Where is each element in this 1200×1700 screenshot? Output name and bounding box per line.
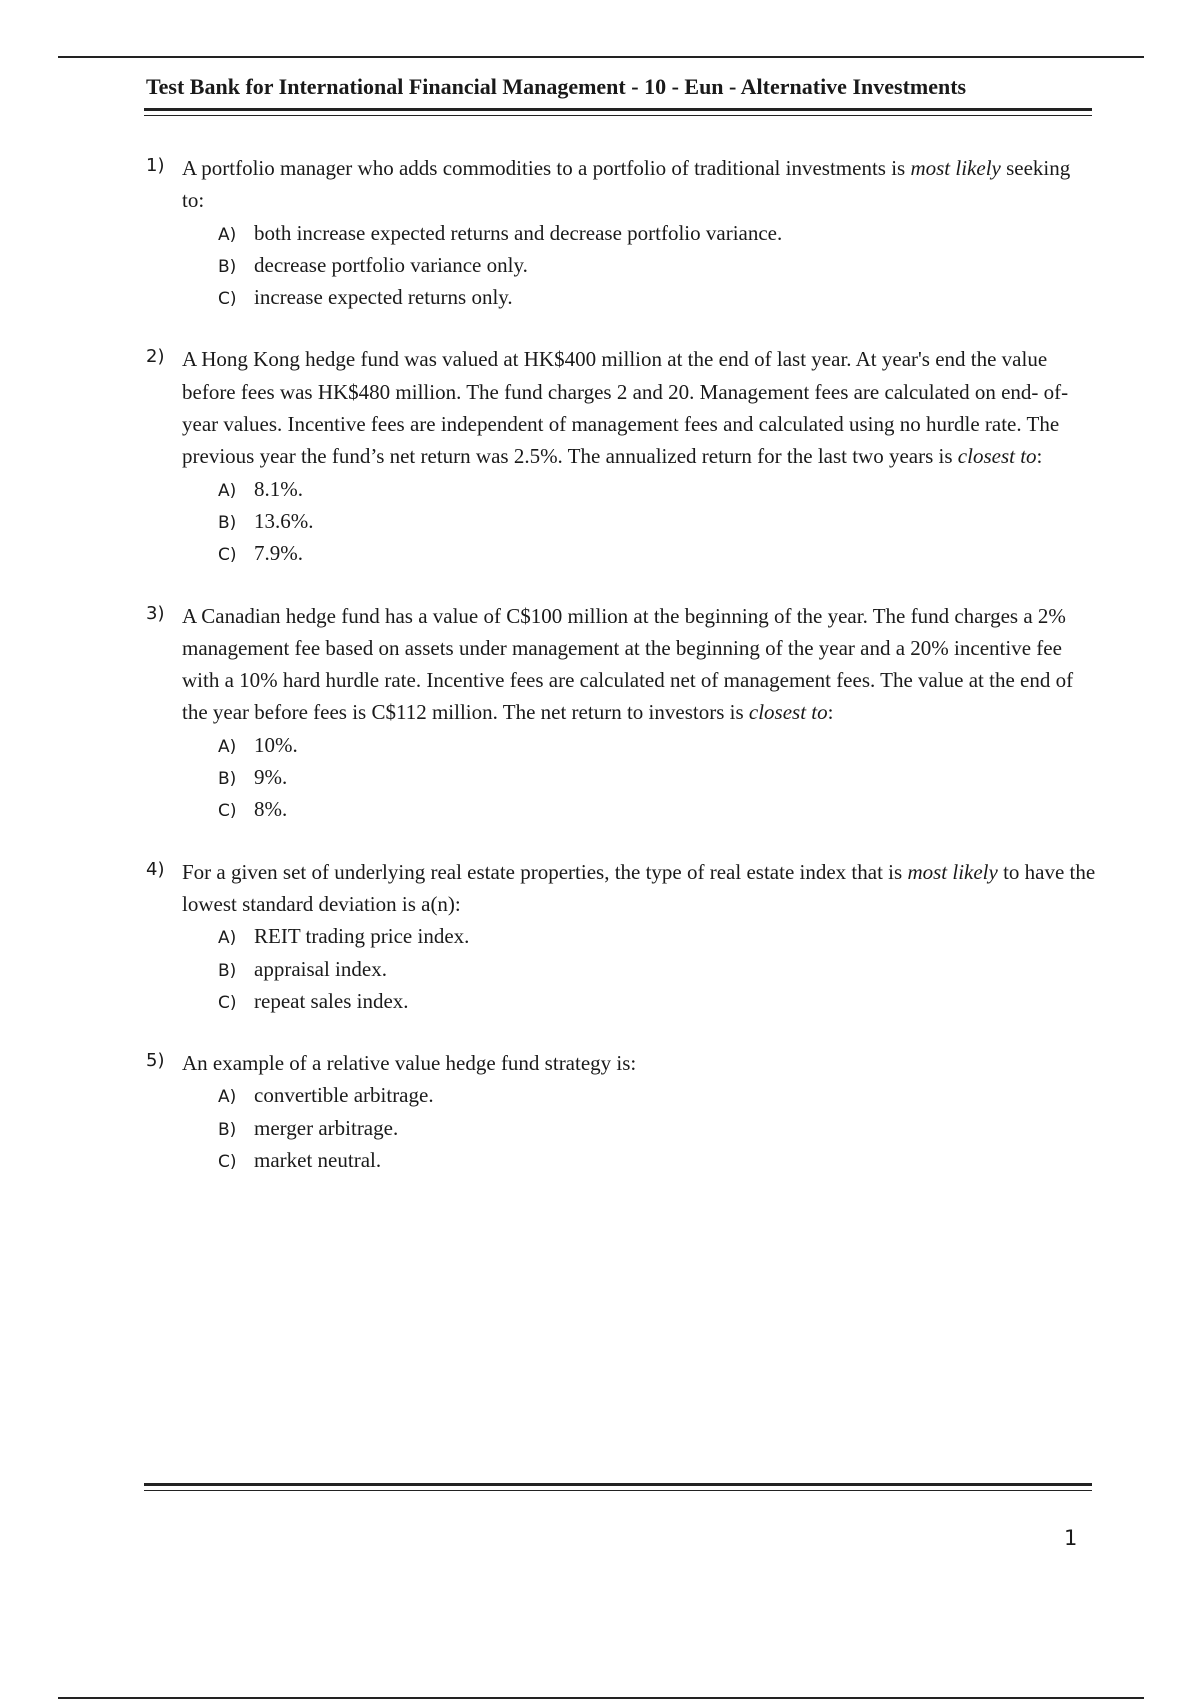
footer-double-rule — [144, 1483, 1092, 1491]
answer-option — [218, 1112, 1096, 1144]
answer-option-letter: A) — [218, 224, 237, 245]
answer-option-text: decrease portfolio variance only. — [254, 252, 528, 277]
answer-option-letter: B) — [218, 960, 237, 981]
answer-option-letter: B) — [218, 1119, 237, 1140]
page-top-rule — [58, 56, 1144, 58]
question-list — [146, 152, 1096, 1206]
answer-option-letter: A) — [218, 1087, 237, 1108]
question-item — [146, 1047, 1096, 1176]
answer-option — [218, 249, 1096, 281]
question-number: 5) — [146, 1050, 165, 1072]
answer-option-text: merger arbitrage. — [254, 1115, 399, 1140]
answer-option-letter: C) — [218, 545, 237, 566]
question-item — [146, 152, 1096, 313]
answer-option-letter: C) — [218, 992, 237, 1013]
answer-option-letter: A) — [218, 736, 237, 757]
question-stem-emphasis: most likely — [907, 859, 998, 884]
question-number: 2) — [146, 346, 165, 368]
answer-option — [218, 1079, 1096, 1111]
page-number: 1 — [1064, 1526, 1078, 1550]
answer-option-text: 9%. — [254, 765, 288, 790]
answer-option-text: market neutral. — [254, 1148, 382, 1173]
answer-option — [218, 505, 1096, 537]
question-stem-text: to have the lowest standard deviation is a(n): — [182, 859, 1096, 916]
answer-option-letter: B) — [218, 769, 237, 790]
answer-option-text: 7.9%. — [254, 541, 303, 566]
question-stem-text: For a given set of underlying real estate properties, the type of real estate index that is — [182, 859, 908, 884]
question-stem — [182, 600, 1096, 729]
question-stem-emphasis: closest to — [748, 700, 828, 725]
question-stem-text: A Canadian hedge fund has a value of C$100 million at the beginning of the year. The fund charges a 2% management fee based on assets under management at the beginning of the year and a 20% incentive fee with a 10% hard hurdle rate. Incentive fees are calculated net of management fees. The value at the end of the year before fees is C$112 million. The net return to investors is — [182, 603, 1074, 725]
question-stem-text: A portfolio manager who adds commodities to a portfolio of traditional investments is — [182, 156, 911, 180]
answer-option — [218, 761, 1096, 793]
answer-options — [218, 1079, 1096, 1176]
answer-options — [218, 473, 1096, 570]
answer-option-letter: C) — [218, 289, 237, 310]
question-stem — [182, 1047, 1096, 1079]
question-stem-text: An example of a relative value hedge fund strategy is: — [182, 1051, 637, 1076]
question-item — [146, 343, 1096, 569]
answer-option — [218, 920, 1096, 952]
answer-option-letter: A) — [218, 480, 237, 501]
answer-options — [218, 729, 1096, 826]
answer-option-text: repeat sales index. — [254, 988, 409, 1013]
answer-option — [218, 473, 1096, 505]
answer-option-text: 10%. — [254, 732, 298, 757]
page-bottom-rule — [58, 1697, 1144, 1699]
answer-option-text: 8.1%. — [254, 476, 303, 501]
answer-option — [218, 1144, 1096, 1176]
answer-option-text: REIT trading price index. — [254, 924, 470, 949]
question-stem-emphasis: most likely — [910, 156, 1001, 180]
answer-option-letter: C) — [218, 1152, 237, 1173]
answer-option-letter: C) — [218, 801, 237, 822]
question-item — [146, 856, 1096, 1017]
answer-option — [218, 985, 1096, 1017]
answer-option-letter: B) — [218, 256, 237, 277]
question-stem-text: seeking to: — [182, 156, 1071, 213]
answer-option-text: both increase expected returns and decrease portfolio variance. — [254, 220, 783, 245]
question-stem-text: A Hong Kong hedge fund was valued at HK$400 million at the end of last year. At year's end the value before fees was HK$480 million. The fund charges 2 and 20. Management fees are calculated on end- of-year values. Incentive fees are independent of management fees and calculated using no hurdle rate. The previous year the fund’s net return was 2.5%. The annualized return for the last two years is — [182, 347, 1069, 469]
answer-option-letter: A) — [218, 928, 237, 949]
answer-option-text: 13.6%. — [254, 508, 314, 533]
page-header-title: Test Bank for International Financial Management - 10 - Eun - Alternative Investments — [146, 74, 967, 99]
answer-option-text: 8%. — [254, 797, 288, 822]
answer-option — [218, 953, 1096, 985]
question-stem-emphasis: closest to — [957, 444, 1037, 469]
question-number: 1) — [146, 155, 165, 176]
question-item — [146, 600, 1096, 826]
answer-option-text: increase expected returns only. — [254, 285, 513, 310]
answer-option — [218, 729, 1096, 761]
answer-option — [218, 281, 1096, 313]
answer-option-text: appraisal index. — [254, 956, 387, 981]
question-number: 3) — [146, 602, 165, 624]
question-stem — [182, 856, 1096, 921]
answer-option — [218, 217, 1096, 249]
question-stem-text: : — [1036, 444, 1043, 469]
answer-option — [218, 793, 1096, 825]
answer-option-letter: B) — [218, 512, 237, 533]
question-stem — [182, 343, 1096, 472]
question-stem — [182, 152, 1096, 217]
answer-options — [218, 217, 1096, 314]
answer-option-text: convertible arbitrage. — [254, 1083, 434, 1108]
question-stem-text: : — [827, 700, 834, 725]
header-double-rule — [144, 108, 1092, 116]
answer-options — [218, 920, 1096, 1017]
answer-option — [218, 537, 1096, 569]
question-number: 4) — [146, 858, 165, 880]
